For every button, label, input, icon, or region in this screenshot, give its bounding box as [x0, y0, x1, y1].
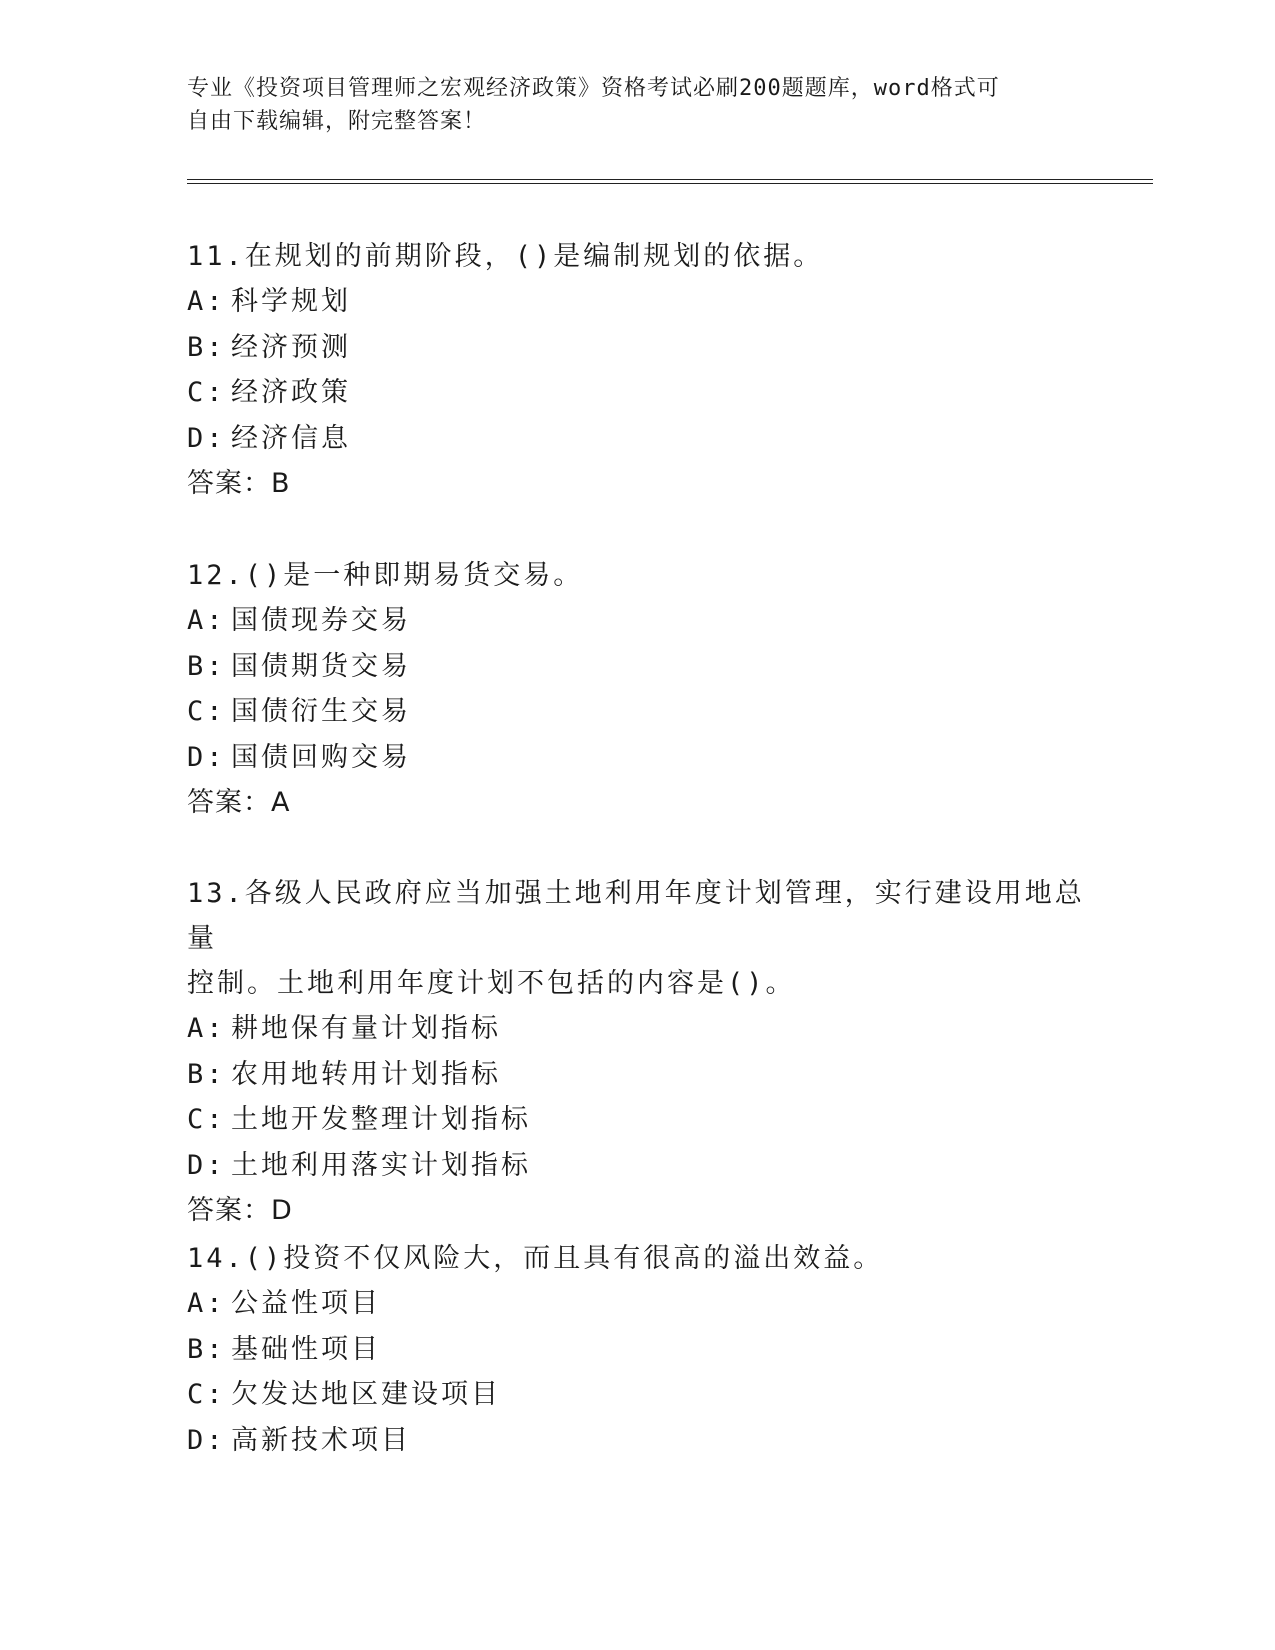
- option-b: [187, 1327, 1087, 1373]
- option-text: 经济信息: [231, 422, 351, 454]
- header-rule-bottom: [187, 183, 1153, 184]
- option-b: [187, 325, 1087, 371]
- option-key: A:: [187, 286, 226, 317]
- option-c: [187, 370, 1087, 416]
- header-rule-top: [187, 179, 1153, 180]
- option-key: D:: [187, 422, 226, 454]
- option-text: 基础性项目: [231, 1333, 381, 1365]
- option-key: C:: [187, 696, 226, 727]
- option-key: A:: [187, 605, 226, 636]
- question-14: [187, 1236, 1087, 1463]
- option-a: [187, 1281, 1087, 1327]
- option-key: B:: [187, 1058, 226, 1090]
- option-text: 经济政策: [231, 377, 351, 408]
- document-header: [187, 72, 1067, 138]
- question-11: [187, 234, 1087, 506]
- option-a: [187, 279, 1087, 325]
- option-text: 公益性项目: [231, 1288, 381, 1319]
- option-key: D:: [187, 741, 226, 773]
- option-key: C:: [187, 377, 226, 408]
- option-c: [187, 1097, 1087, 1143]
- header-line-1: 专业《投资项目管理师之宏观经济政策》资格考试必刷200题题库，word格式可: [187, 76, 1000, 101]
- option-text: 农用地转用计划指标: [231, 1058, 501, 1090]
- question-stem-line-2: 控制。土地利用年度计划不包括的内容是()。: [187, 968, 796, 999]
- option-c: [187, 1372, 1087, 1418]
- question-13: [187, 871, 1087, 1233]
- question-stem: 12.()是一种即期易货交易。: [187, 560, 584, 591]
- option-a: [187, 598, 1087, 644]
- option-text: 国债回购交易: [231, 741, 411, 773]
- answer-line: 答案：A: [187, 787, 291, 818]
- option-text: 欠发达地区建设项目: [231, 1379, 501, 1410]
- option-d: [187, 416, 1087, 462]
- option-key: D:: [187, 1424, 226, 1456]
- question-12: [187, 553, 1087, 825]
- question-stem: 14.()投资不仅风险大，而且具有很高的溢出效益。: [187, 1243, 884, 1274]
- option-key: C:: [187, 1379, 226, 1410]
- option-text: 科学规划: [231, 286, 351, 317]
- answer-line: 答案：D: [187, 1195, 293, 1226]
- option-b: [187, 644, 1087, 690]
- option-a: [187, 1006, 1087, 1052]
- option-text: 土地开发整理计划指标: [231, 1104, 531, 1135]
- option-text: 高新技术项目: [231, 1424, 411, 1456]
- answer-line: 答案：B: [187, 468, 291, 499]
- option-text: 土地利用落实计划指标: [231, 1149, 531, 1181]
- option-key: A:: [187, 1288, 226, 1319]
- option-key: A:: [187, 1013, 226, 1044]
- header-line-2: 自由下载编辑，附完整答案！: [187, 109, 487, 134]
- option-text: 国债衍生交易: [231, 696, 411, 727]
- option-key: B:: [187, 650, 226, 682]
- option-c: [187, 689, 1087, 735]
- option-key: C:: [187, 1104, 226, 1135]
- option-text: 耕地保有量计划指标: [231, 1013, 501, 1044]
- option-d: [187, 1418, 1087, 1464]
- option-text: 经济预测: [231, 331, 351, 363]
- option-text: 国债现券交易: [231, 605, 411, 636]
- option-key: D:: [187, 1149, 226, 1181]
- option-d: [187, 1143, 1087, 1189]
- question-stem-line-1: 13.各级人民政府应当加强土地利用年度计划管理，实行建设用地总量: [187, 878, 1085, 954]
- option-text: 国债期货交易: [231, 650, 411, 682]
- option-d: [187, 735, 1087, 781]
- option-key: B:: [187, 1333, 226, 1365]
- option-b: [187, 1052, 1087, 1098]
- question-stem: 11.在规划的前期阶段，()是编制规划的依据。: [187, 241, 824, 272]
- option-key: B:: [187, 331, 226, 363]
